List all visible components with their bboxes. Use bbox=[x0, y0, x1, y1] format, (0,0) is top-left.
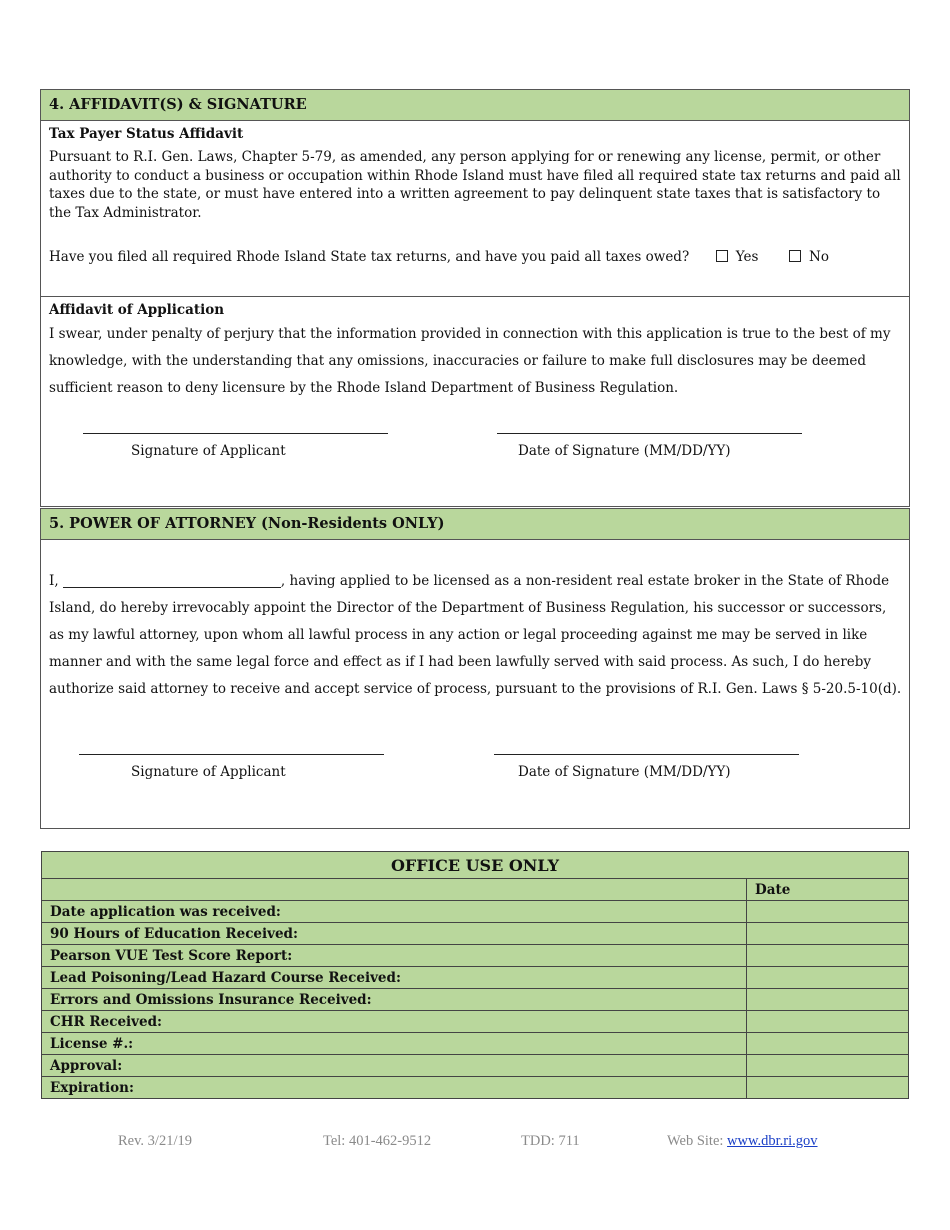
row-label: Date application was received: bbox=[42, 901, 747, 923]
table-row bbox=[42, 923, 909, 945]
page-footer bbox=[0, 1133, 950, 1153]
row-date-cell[interactable] bbox=[747, 967, 909, 989]
table-row bbox=[42, 1077, 909, 1099]
section-5-heading: 5. POWER OF ATTORNEY (Non-Residents ONLY) bbox=[41, 509, 909, 540]
office-use-table bbox=[41, 851, 909, 1099]
row-date-cell[interactable] bbox=[747, 901, 909, 923]
yes-label: Yes bbox=[735, 249, 759, 265]
row-label: License #.: bbox=[42, 1033, 747, 1055]
poa-signature-date-line[interactable] bbox=[494, 754, 799, 755]
taxpayer-affidavit-title: Tax Payer Status Affidavit bbox=[49, 126, 244, 142]
office-use-title: OFFICE USE ONLY bbox=[42, 852, 909, 879]
power-of-attorney-text bbox=[49, 568, 905, 703]
row-date-cell[interactable] bbox=[747, 1011, 909, 1033]
row-label: Lead Poisoning/Lead Hazard Course Received: bbox=[42, 967, 747, 989]
revision-date: Rev. 3/21/19 bbox=[118, 1133, 192, 1149]
row-date-cell[interactable] bbox=[747, 1077, 909, 1099]
row-date-cell[interactable] bbox=[747, 989, 909, 1011]
row-label: 90 Hours of Education Received: bbox=[42, 923, 747, 945]
poa-body: , having applied to be licensed as a non-resident real estate broker in the State of Rhode Island, do hereby irrevocably appoint the Director of the Department of Business Regulation, his successor or successors, as my lawful attorney, upon whom all lawful process in any action or legal proceeding against me may be served in like manner and with the same legal force and effect as if I had been lawfully served with said process. As such, I do hereby authorize said attorney to receive and accept service of process, pursuant to the provisions of R.I. Gen. Laws § 5-20.5-10(d). bbox=[49, 573, 902, 697]
no-checkbox[interactable] bbox=[789, 250, 801, 262]
table-row bbox=[42, 1011, 909, 1033]
row-date-cell[interactable] bbox=[747, 923, 909, 945]
tdd-number: TDD: 711 bbox=[521, 1133, 580, 1149]
table-row bbox=[42, 1055, 909, 1077]
row-label: Pearson VUE Test Score Report: bbox=[42, 945, 747, 967]
website-label: Web Site: bbox=[667, 1133, 724, 1149]
yes-checkbox[interactable] bbox=[716, 250, 728, 262]
section-divider bbox=[41, 296, 909, 297]
website bbox=[667, 1133, 818, 1150]
poa-applicant-signature-line[interactable] bbox=[79, 754, 384, 755]
tax-question-row bbox=[49, 248, 909, 267]
table-row bbox=[42, 1033, 909, 1055]
signature-date-line[interactable] bbox=[497, 433, 802, 434]
poa-signature-date-label: Date of Signature (MM/DD/YY) bbox=[518, 764, 731, 780]
row-date-cell[interactable] bbox=[747, 945, 909, 967]
row-label: CHR Received: bbox=[42, 1011, 747, 1033]
poa-prefix: I, bbox=[49, 573, 59, 589]
applicant-signature-line[interactable] bbox=[83, 433, 388, 434]
table-row bbox=[42, 967, 909, 989]
row-date-cell[interactable] bbox=[747, 1033, 909, 1055]
office-use-date-header: Date bbox=[747, 879, 909, 901]
applicant-name-blank[interactable] bbox=[63, 573, 281, 588]
row-label: Errors and Omissions Insurance Received: bbox=[42, 989, 747, 1011]
table-row bbox=[42, 901, 909, 923]
section-4-heading: 4. AFFIDAVIT(S) & SIGNATURE bbox=[41, 90, 909, 121]
row-label: Expiration: bbox=[42, 1077, 747, 1099]
tax-question: Have you filed all required Rhode Island State tax returns, and have you paid all taxes owed? bbox=[49, 249, 690, 265]
power-of-attorney-section bbox=[40, 508, 910, 829]
applicant-signature-label: Signature of Applicant bbox=[131, 443, 286, 459]
poa-applicant-signature-label: Signature of Applicant bbox=[131, 764, 286, 780]
application-affidavit-title: Affidavit of Application bbox=[49, 302, 225, 318]
row-label: Approval: bbox=[42, 1055, 747, 1077]
office-use-header-blank bbox=[42, 879, 747, 901]
table-row bbox=[42, 945, 909, 967]
telephone: Tel: 401-462-9512 bbox=[323, 1133, 432, 1149]
website-link[interactable]: www.dbr.ri.gov bbox=[727, 1133, 818, 1149]
affidavit-section bbox=[40, 89, 910, 507]
application-affidavit-text: I swear, under penalty of perjury that the information provided in connection with this application is true to the best of my knowledge, with the understanding that any omissions, inaccuracies or failure to make full disclosures may be deemed sufficient reason to deny licensure by the Rhode Island Department of Business Regulation. bbox=[49, 326, 891, 396]
row-date-cell[interactable] bbox=[747, 1055, 909, 1077]
taxpayer-affidavit-text: Pursuant to R.I. Gen. Laws, Chapter 5-79, as amended, any person applying for or renewing any license, permit, or other authority to conduct a business or occupation within Rhode Island must have filed all required state tax returns and paid all taxes due to the state, or must have entered into a written agreement to pay delinquent state taxes that is satisfactory to the Tax Administrator. bbox=[49, 149, 901, 221]
table-row bbox=[42, 989, 909, 1011]
no-label: No bbox=[809, 249, 829, 265]
signature-date-label: Date of Signature (MM/DD/YY) bbox=[518, 443, 731, 459]
